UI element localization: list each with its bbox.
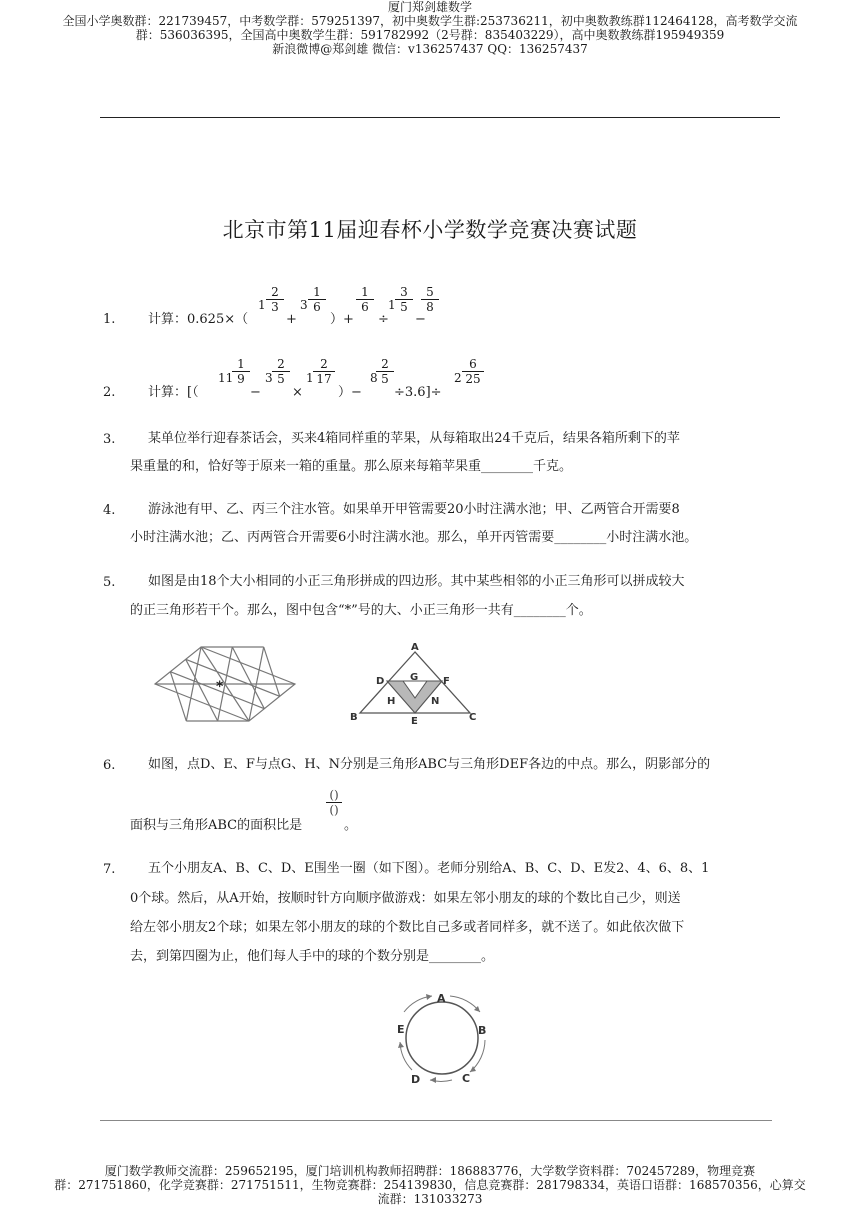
star-mark: * [216, 679, 224, 695]
label-c: C [469, 712, 477, 723]
question-2-number: 2. [103, 385, 116, 400]
q2-whole-5: 2 [454, 371, 462, 385]
header-groups-line2: 群：536036395，全国高中奥数学生群：591782992（2号群：835403229），高中奥数教练群195949359 [135, 28, 725, 42]
q5-triangle-grid-figure [150, 640, 300, 728]
question-4-line-1: 游泳池有甲、乙、丙三个注水管。如果单开甲管需要20小时注满水池；甲、乙两管合开需要8 [148, 502, 680, 517]
q6-triangle-figure [345, 640, 485, 728]
question-7-line-1: 五个小朋友A、B、C、D、E围坐一圈（如下图）。老师分别给A、B、C、D、E发2、4、6、8、1 [148, 861, 710, 876]
q2-op-1: − [250, 385, 261, 400]
arrowhead-d [430, 1077, 436, 1083]
question-5-number: 5. [103, 575, 116, 590]
question-3-number: 3. [103, 432, 116, 447]
q6-answer-fraction: () () [326, 788, 342, 817]
child-a-label: A [437, 992, 446, 1005]
question-4-number: 4. [103, 503, 116, 518]
question-6-line-1: 如图，点D、E、F与点G、H、N分别是三角形ABC与三角形DEF各边的中点。那么，阴影部分的 [148, 757, 711, 772]
q2-op-4: ÷3.6]÷ [394, 385, 442, 400]
label-g: G [410, 672, 419, 683]
seating-circle [406, 1002, 478, 1074]
header-groups-line1: 全国小学奥数群：221739457，中考数学群：579251397，初中奥数学生群:253736211，初中奥数教练群112464128，高考数学交流 [62, 14, 798, 28]
arrowhead-e [398, 1042, 404, 1048]
label-a: A [411, 642, 419, 653]
q7-circle-figure [390, 990, 500, 1090]
question-6-line-2: 面积与三角形ABC的面积比是 [130, 818, 303, 833]
q2-whole-2: 3 [265, 371, 273, 385]
child-c-label: C [462, 1072, 471, 1085]
label-d: D [376, 676, 385, 687]
q1-op-4: − [415, 312, 426, 327]
q1-op-2: ）+ [330, 312, 354, 327]
question-6-line-2-end: 。 [344, 818, 358, 833]
child-b-label: B [478, 1024, 487, 1037]
question-3-line-1: 某单位举行迎春茶话会，买来4箱同样重的苹果，从每箱取出24千克后，结果各箱所剩下的苹 [148, 431, 680, 446]
child-d-label: D [411, 1073, 421, 1086]
label-h: H [387, 696, 396, 707]
question-1-lead: 计算：0.625×（ [148, 312, 249, 327]
header-contact: 新浪微博@郑剑雄 微信：v136257437 QQ：136257437 [272, 42, 588, 56]
q1-op-3: ÷ [378, 312, 389, 327]
q1-fraction-2: $\frac{1}{6}$ [308, 285, 326, 314]
header-divider [100, 117, 780, 118]
q1-whole-4: 1 [388, 298, 396, 312]
question-2-lead: 计算：[（ [148, 385, 199, 400]
q1-fraction-1: $\frac{2}{3}$ [266, 285, 284, 314]
footer-groups-line1: 厦门数学教师交流群：259652195，厦门培训机构教师招聘群：186883776，大学数学资料群：702457289，物理竞赛 [104, 1164, 756, 1178]
q2-whole-3: 1 [306, 371, 314, 385]
q1-fraction-3: $\frac{1}{6}$ [356, 285, 374, 314]
child-e-label: E [397, 1023, 405, 1036]
q2-whole-1: 11 [218, 371, 234, 385]
q2-fraction-1: $\frac{1}{9}$ [232, 357, 250, 386]
footer-divider [100, 1120, 772, 1121]
question-5-line-1: 如图是由18个大小相同的小正三角形拼成的四边形。其中某些相邻的小正三角形可以拼成较大 [148, 574, 685, 589]
q2-fraction-3: $\frac{2}{17}$ [313, 357, 335, 386]
q1-fraction-4: $\frac{3}{5}$ [395, 285, 413, 314]
question-6-number: 6. [103, 758, 116, 773]
question-5-line-2: 的正三角形若干个。那么，图中包含“*”号的大、小正三角形一共有________个。 [130, 603, 592, 618]
header-site-name: 厦门郑剑雄数学 [387, 0, 472, 14]
q2-fraction-4: $\frac{2}{5}$ [376, 357, 394, 386]
q1-op-1: + [286, 312, 297, 327]
arrowhead-a [426, 994, 432, 1000]
question-7-number: 7. [103, 862, 116, 877]
triangle-grid-lines [155, 647, 295, 721]
q1-fraction-5: $\frac{5}{8}$ [421, 285, 439, 314]
question-1-number: 1. [103, 312, 116, 327]
q2-fraction-5: $\frac{6}{25}$ [462, 357, 484, 386]
q2-whole-4: 8 [370, 371, 378, 385]
question-3-line-2: 果重量的和，恰好等于原来一箱的重量。那么原来每箱苹果重________千克。 [130, 459, 573, 474]
label-e: E [411, 716, 418, 727]
label-b: B [350, 712, 358, 723]
question-7-line-3: 给左邻小朋友2个球；如果左邻小朋友的球的个数比自己多或者同样多，就不送了。如此依次做下 [130, 920, 685, 935]
label-f: F [443, 676, 450, 687]
label-n: N [431, 696, 440, 707]
q2-op-2: × [292, 385, 303, 400]
footer-groups-line3: 流群：131033273 [377, 1192, 483, 1206]
q2-fraction-2: $\frac{2}{5}$ [272, 357, 290, 386]
q1-whole-2: 3 [300, 298, 308, 312]
q1-whole-1: 1 [258, 298, 266, 312]
footer-groups-line2: 群：271751860，化学竞赛群：271751511，生物竞赛群：254139830，信息竞赛群：281798334，英语口语群：168570356，心算交 [54, 1178, 806, 1192]
question-4-line-2: 小时注满水池；乙、丙两管合开需要6小时注满水池。那么，单开丙管需要________小时注满水池。 [130, 530, 698, 545]
question-7-line-2: 0个球。然后，从A开始，按顺时针方向顺序做游戏：如果左邻小朋友的球的个数比自己少，则送 [130, 891, 681, 906]
question-7-line-4: 去，到第四圈为止，他们每人手中的球的个数分别是________。 [130, 949, 495, 964]
page-title: 北京市第11届迎春杯小学数学竞赛决赛试题 [222, 218, 638, 242]
q2-op-3: ）− [338, 385, 362, 400]
